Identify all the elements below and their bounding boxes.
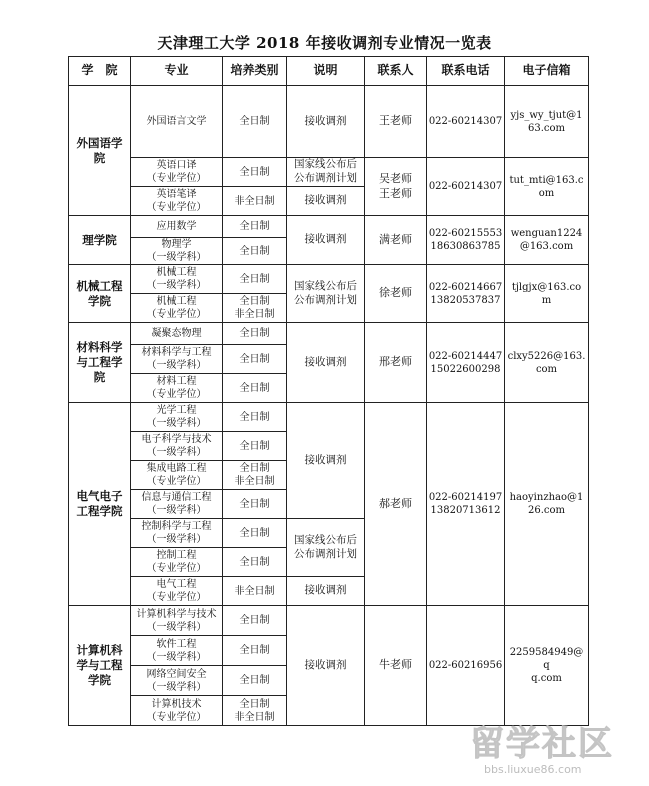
type-cell: 全日制 [223, 666, 287, 696]
table-row [69, 403, 589, 432]
major-cell: 电子科学与技术 （一级学科） [131, 432, 223, 461]
major-cell: 光学工程 （一级学科） [131, 403, 223, 432]
note-cell: 接收调剂 [287, 216, 365, 265]
type-cell: 全日制 [223, 636, 287, 666]
contact-cell: 郝老师 [365, 403, 427, 606]
college-cell: 机械工程 学院 [69, 265, 131, 323]
email-cell: haoyinzhao@1 26.com [505, 403, 589, 606]
note-cell: 接收调剂 [287, 86, 365, 158]
major-cell: 计算机技术 （专业学位） [131, 696, 223, 726]
email-cell: wenguan1224 @163.com [505, 216, 589, 265]
contact-cell: 吴老师 王老师 [365, 158, 427, 216]
college-cell: 理学院 [69, 216, 131, 265]
major-cell: 材料科学与工程 （一级学科） [131, 345, 223, 374]
major-cell: 信息与通信工程 （一级学科） [131, 490, 223, 519]
header-contact: 联系人 [365, 57, 427, 86]
type-cell: 全日制 [223, 345, 287, 374]
type-cell: 非全日制 [223, 577, 287, 606]
header-major: 专业 [131, 57, 223, 86]
table-row [69, 323, 589, 345]
type-cell: 非全日制 [223, 187, 287, 216]
phone-cell: 022-60214447 15022600298 [427, 323, 505, 403]
table-row [69, 216, 589, 238]
major-cell: 英语笔译 （专业学位） [131, 187, 223, 216]
table-row [69, 265, 589, 294]
header-row [69, 57, 589, 86]
type-cell: 全日制 [223, 216, 287, 238]
type-cell: 全日制 [223, 374, 287, 403]
type-cell: 全日制 [223, 323, 287, 345]
contact-cell: 邢老师 [365, 323, 427, 403]
major-cell: 英语口译 （专业学位） [131, 158, 223, 187]
major-cell: 集成电路工程 （专业学位） [131, 461, 223, 490]
contact-cell: 牛老师 [365, 606, 427, 726]
note-cell: 接收调剂 [287, 403, 365, 519]
note-cell: 国家线公布后 公布调剂计划 [287, 158, 365, 187]
header-college: 学 院 [69, 57, 131, 86]
major-cell: 材料工程 （专业学位） [131, 374, 223, 403]
table-row [69, 606, 589, 636]
major-cell: 机械工程 （专业学位） [131, 294, 223, 323]
contact-cell: 满老师 [365, 216, 427, 265]
major-cell: 电气工程 （专业学位） [131, 577, 223, 606]
contact-cell: 王老师 [365, 86, 427, 158]
table-row [69, 158, 589, 187]
major-cell: 网络空间安全 （一级学科） [131, 666, 223, 696]
type-cell: 全日制 [223, 158, 287, 187]
email-cell: yjs_wy_tjut@1 63.com [505, 86, 589, 158]
table-row [69, 86, 589, 158]
phone-cell: 022-60214307 [427, 86, 505, 158]
college-cell: 材料科学 与工程学 院 [69, 323, 131, 403]
type-cell: 全日制 [223, 606, 287, 636]
type-cell: 全日制 非全日制 [223, 294, 287, 323]
major-cell: 计算机科学与技术 （一级学科） [131, 606, 223, 636]
header-email: 电子信箱 [505, 57, 589, 86]
header-phone: 联系电话 [427, 57, 505, 86]
major-cell: 控制工程 （专业学位） [131, 548, 223, 577]
major-cell: 凝聚态物理 [131, 323, 223, 345]
contact-cell: 徐老师 [365, 265, 427, 323]
phone-cell: 022-60215553 18630863785 [427, 216, 505, 265]
major-cell: 机械工程 （一级学科） [131, 265, 223, 294]
page-title: 天津理工大学 2018 年接收调剂专业情况一览表 [157, 34, 492, 52]
admissions-table [68, 56, 589, 726]
type-cell: 全日制 [223, 86, 287, 158]
type-cell: 全日制 [223, 548, 287, 577]
phone-cell: 022-60214667 13820537837 [427, 265, 505, 323]
header-type: 培养类别 [223, 57, 287, 86]
email-cell: tjlgjx@163.co m [505, 265, 589, 323]
note-cell: 接收调剂 [287, 323, 365, 403]
email-cell: tut_mti@163.c om [505, 158, 589, 216]
type-cell: 全日制 [223, 432, 287, 461]
note-cell: 国家线公布后 公布调剂计划 [287, 519, 365, 577]
major-cell: 外国语言文学 [131, 86, 223, 158]
type-cell: 全日制 [223, 403, 287, 432]
college-cell: 计算机科 学与工程 学院 [69, 606, 131, 726]
major-cell: 控制科学与工程 （一级学科） [131, 519, 223, 548]
watermark-brand: 留学社区 [470, 724, 614, 764]
watermark-url: bbs.liuxue86.com [484, 763, 582, 776]
type-cell: 全日制 [223, 490, 287, 519]
type-cell: 全日制 [223, 519, 287, 548]
phone-cell: 022-60214197 13820713612 [427, 403, 505, 606]
header-note: 说明 [287, 57, 365, 86]
college-cell: 外国语学 院 [69, 86, 131, 216]
phone-cell: 022-60216956 [427, 606, 505, 726]
email-cell: 2259584949@q q.com [505, 606, 589, 726]
major-cell: 物理学 （一级学科） [131, 238, 223, 265]
type-cell: 全日制 [223, 265, 287, 294]
major-cell: 应用数学 [131, 216, 223, 238]
note-cell: 接收调剂 [287, 577, 365, 606]
college-cell: 电气电子 工程学院 [69, 403, 131, 606]
email-cell: clxy5226@163. com [505, 323, 589, 403]
type-cell: 全日制 [223, 238, 287, 265]
note-cell: 国家线公布后 公布调剂计划 [287, 265, 365, 323]
note-cell: 接收调剂 [287, 606, 365, 726]
phone-cell: 022-60214307 [427, 158, 505, 216]
type-cell: 全日制 非全日制 [223, 696, 287, 726]
type-cell: 全日制 非全日制 [223, 461, 287, 490]
note-cell: 接收调剂 [287, 187, 365, 216]
major-cell: 软件工程 （一级学科） [131, 636, 223, 666]
